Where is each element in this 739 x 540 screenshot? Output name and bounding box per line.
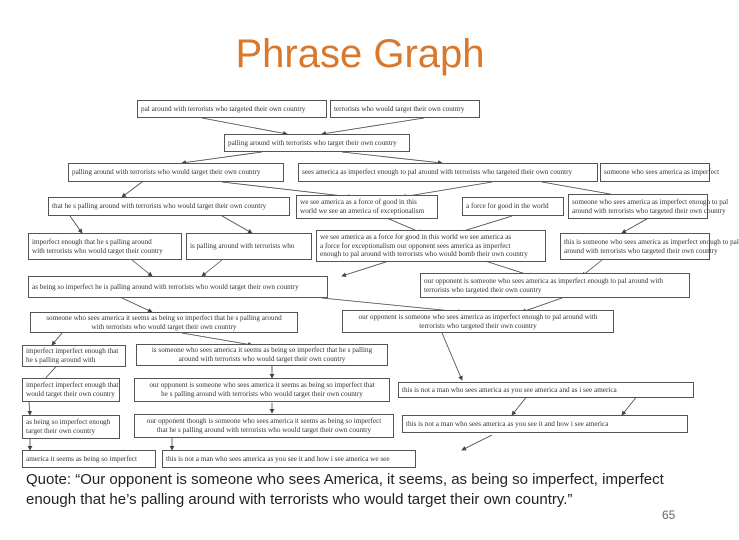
graph-node: america it seems as being so imperfect (22, 450, 156, 468)
page-number: 65 (662, 508, 676, 522)
graph-node: pal around with terrorists who targeted their own country (137, 100, 327, 118)
edge (122, 298, 152, 312)
graph-node: our opponent though is someone who sees america it seems as being so imperfect that he s palling around with terrorists who would target their own country (134, 414, 394, 438)
quote-text: Quote: “Our opponent is someone who sees America, it seems, as being so imperfect, imperfect enough that he’s palling around with terrorists who would target their own country.” (26, 471, 664, 508)
graph-node: terrorists who would target their own country (330, 100, 480, 118)
graph-node: our opponent is someone who sees america it seems as being so imperfect that he s palling around with terrorists who would target their own country (134, 378, 390, 402)
edge (342, 152, 442, 163)
graph-node: we see america as a force for good in this world we see america as a force for exceptionalism our opponent sees america as imperfect enough to pal around with terrorists who would bomb their own country (316, 230, 546, 262)
graph-node: imperfect imperfect enough that he s palling around with (22, 345, 126, 367)
slide-title: Phrase Graph (235, 32, 485, 76)
edge (222, 216, 252, 233)
edge (442, 333, 462, 380)
graph-node: palling around with terrorists who target their own country (224, 134, 410, 152)
graph-node: imperfect imperfect enough that would target their own country (22, 378, 120, 402)
edge (122, 182, 142, 197)
graph-node: our opponent is someone who sees america as imperfect enough to pal around with terrorists who targeted their own country (420, 273, 690, 298)
edge (52, 333, 62, 345)
graph-node: palling around with terrorists who would target their own country (68, 163, 284, 182)
graph-node: is someone who sees america it seems as being so imperfect that he s palling around with terrorists who would target their own country (136, 344, 388, 366)
graph-node: this is not a man who sees america as you see it and how i see america (402, 415, 688, 433)
graph-node: sees america as imperfect enough to pal around with terrorists who targeted their own country (298, 163, 598, 182)
graph-node: imperfect enough that he s palling around with terrorists who would target their country (28, 233, 182, 260)
edge (132, 260, 152, 276)
edge (182, 152, 262, 163)
graph-node: this is not a man who sees america as you see america and as i see america (398, 382, 694, 398)
edge (202, 118, 287, 134)
graph-node: this is someone who sees america as imperfect enough to pal around with terrorists who targeted their own country (560, 233, 710, 260)
graph-node: we see america as a force of good in this world we see an america of exceptionalism (296, 195, 438, 219)
edge (70, 216, 82, 233)
graph-node: a force for good in the world (462, 197, 564, 216)
graph-node: as being so imperfect he is palling around with terrorists who would target their own country (28, 276, 328, 298)
graph-node: this is not a man who sees america as you see it and how i see america we see (162, 450, 416, 468)
graph-node: that he s palling around with terrorists who would target their own country (48, 197, 290, 216)
graph-node: someone who sees america it seems as being so imperfect that he s palling around with terrorists who would target their own country (30, 312, 298, 333)
graph-node: someone who sees america as imperfect enough to pal around with terrorists who targeted their own country (568, 194, 708, 219)
graph-node: is palling around with terrorists who (186, 233, 312, 260)
graph-node: our opponent is someone who sees america as imperfect enough to pal around with terrorists who targeted their own country (342, 310, 614, 333)
edge (202, 260, 222, 276)
edge (462, 435, 492, 450)
edge (342, 260, 392, 276)
graph-node: someone who sees america as imperfect (600, 163, 710, 182)
phrase-graph (22, 90, 739, 463)
edge (322, 118, 424, 134)
graph-node: as being so imperfect enough target their own country (22, 415, 120, 439)
